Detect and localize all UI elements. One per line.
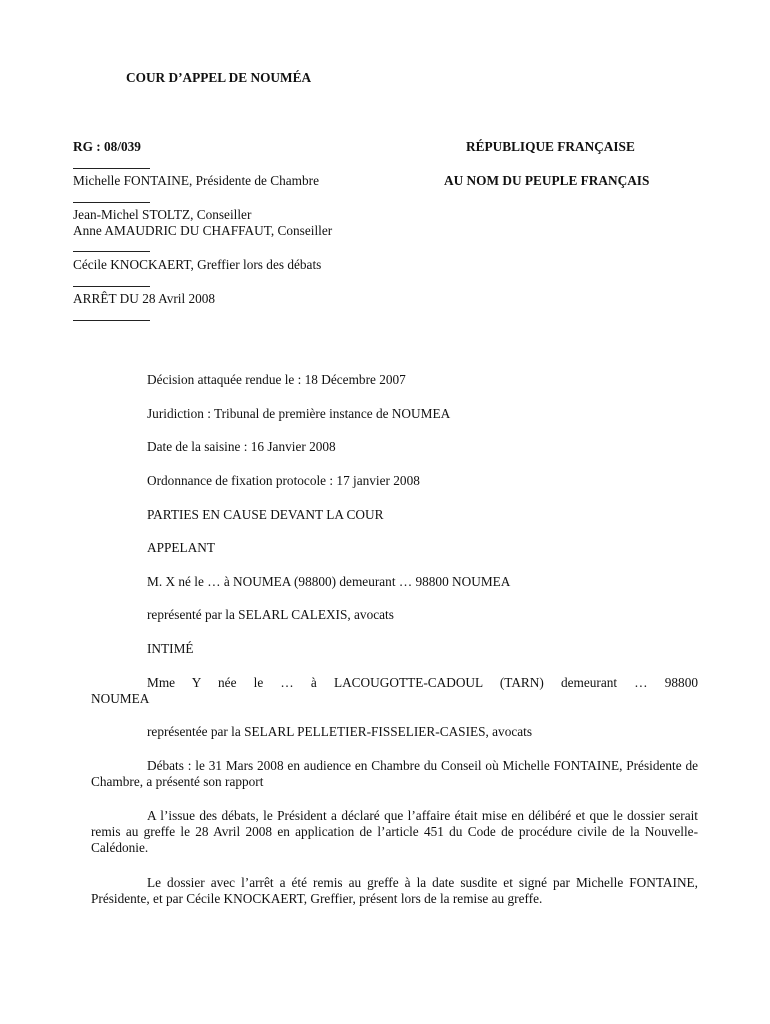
intime-identity-line2: NOUMEA <box>91 691 150 706</box>
intime-representation: représentée par la SELARL PELLETIER-FISSELIER-CASIES, avocats <box>147 724 533 739</box>
appelant-identity: M. X né le … à NOUMEA (98800) demeurant … 98800 NOUMEA <box>147 574 511 589</box>
divider <box>73 320 150 321</box>
ordonnance: Ordonnance de fixation protocole : 17 janvier 2008 <box>147 473 420 488</box>
divider <box>73 168 150 169</box>
appelant-label: APPELANT <box>147 540 215 555</box>
presidente-line: Michelle FONTAINE, Présidente de Chambre <box>73 173 319 188</box>
au-nom-heading: AU NOM DU PEUPLE FRANÇAIS <box>444 173 650 188</box>
divider <box>73 251 150 252</box>
dossier-paragraph: Le dossier avec l’arrêt a été remis au greffe à la date susdite et signé par Michelle FONTAINE, Présidente, et par Cécile KNOCKAERT, Greffier, présent lors de la remise au greffe. <box>91 875 698 906</box>
intime-label: INTIMÉ <box>147 641 194 656</box>
issue-paragraph: A l’issue des débats, le Président a déclaré que l’affaire était mise en délibéré et que le dossier serait remis au greffe le 28 Avril 2008 en application de l’article 451 du Code de procédure civile de la Nouvelle-Calédonie. <box>91 808 698 855</box>
parties-heading: PARTIES EN CAUSE DEVANT LA COUR <box>147 507 384 522</box>
juridiction: Juridiction : Tribunal de première instance de NOUMEA <box>147 406 451 421</box>
conseiller-line: Jean-Michel STOLTZ, Conseiller <box>73 207 252 222</box>
debats-paragraph: Débats : le 31 Mars 2008 en audience en Chambre du Conseil où Michelle FONTAINE, Présidente de Chambre, a présenté son rapport <box>91 758 698 789</box>
divider <box>73 202 150 203</box>
court-title: COUR D’APPEL DE NOUMÉA <box>126 70 312 85</box>
republic-heading: RÉPUBLIQUE FRANÇAISE <box>466 139 635 154</box>
rg-number: RG : 08/039 <box>73 139 141 154</box>
divider <box>73 286 150 287</box>
greffier-line: Cécile KNOCKAERT, Greffier lors des débats <box>73 257 322 272</box>
date-saisine: Date de la saisine : 16 Janvier 2008 <box>147 439 336 454</box>
arret-date: ARRÊT DU 28 Avril 2008 <box>73 291 216 306</box>
decision-attaquee: Décision attaquée rendue le : 18 Décembre 2007 <box>147 372 406 387</box>
appelant-representation: représenté par la SELARL CALEXIS, avocats <box>147 607 394 622</box>
intime-identity-line1: Mme Y née le … à LACOUGOTTE-CADOUL (TARN) demeurant … 98800 <box>147 675 698 690</box>
conseiller-line: Anne AMAUDRIC DU CHAFFAUT, Conseiller <box>73 223 333 238</box>
